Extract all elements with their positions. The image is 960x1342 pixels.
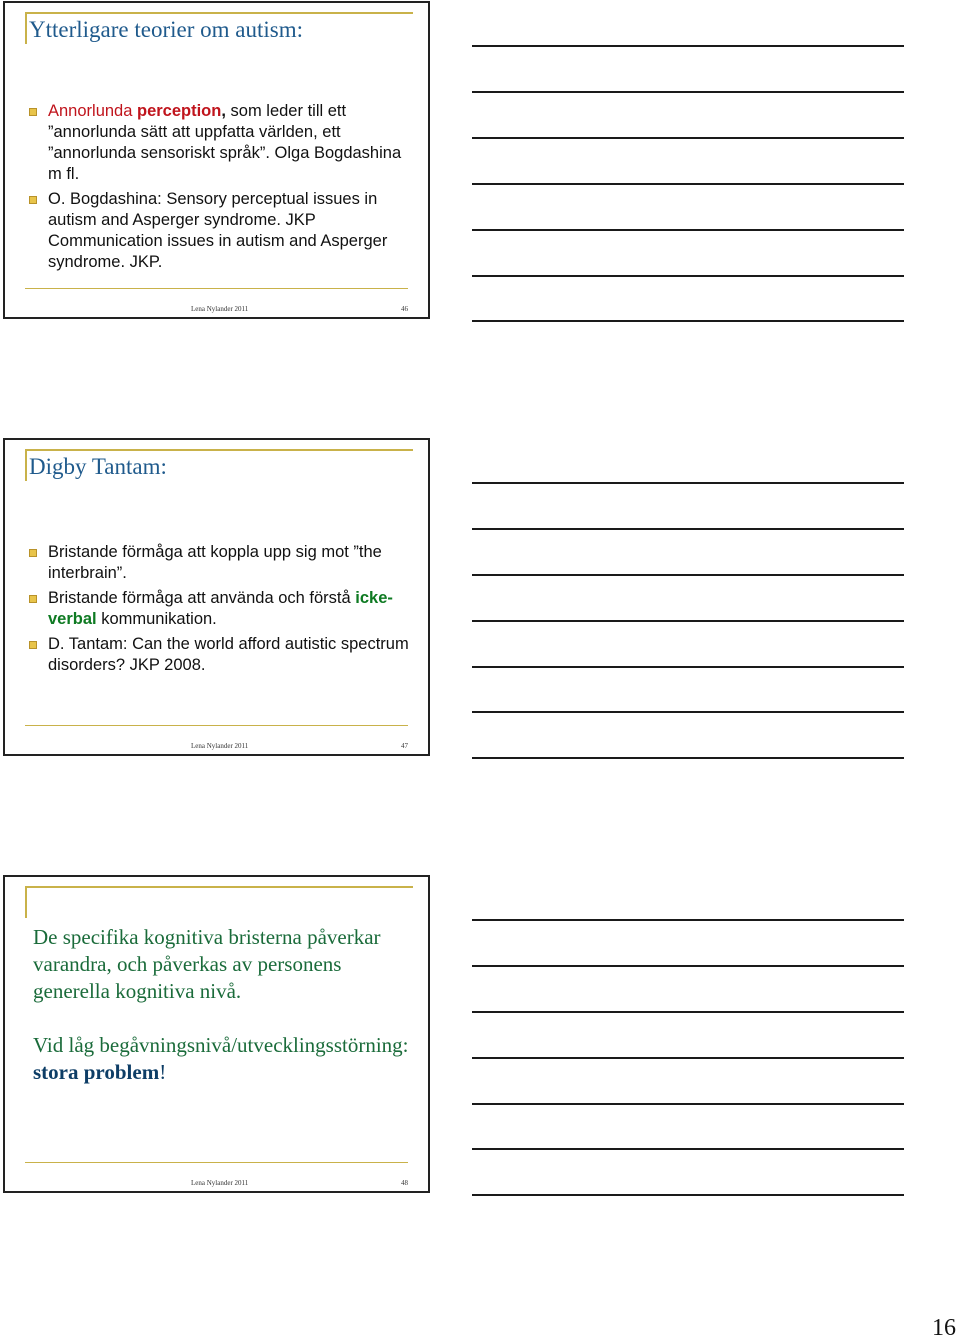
bullet-list [29,542,409,680]
note-line [472,137,904,139]
bullet-item: Annorlunda perception, som leder till ett ”annorlunda sätt att uppfatta världen, ett ”annorlunda sensoriskt språk”. Olga Bogdashina m fl. [29,101,409,185]
note-line [472,711,904,713]
note-line [472,275,904,277]
note-line [472,1148,904,1150]
footer-author: Lena Nylander 2011 [191,305,249,313]
bullet-square-icon [29,595,37,603]
slide-number: 48 [401,1179,408,1187]
slide-46 [3,1,430,319]
footer-author: Lena Nylander 2011 [191,1179,249,1187]
bullet-item: D. Tantam: Can the world afford autistic spectrum disorders? JKP 2008. [29,634,409,676]
bullet-item: Bristande förmåga att koppla upp sig mot ”the interbrain”. [29,542,409,584]
emphasis-perception: perception [137,102,222,120]
slide-47 [3,438,430,756]
note-line [472,320,904,322]
note-line [472,91,904,93]
note-line [472,229,904,231]
page-number: 16 [932,1315,956,1341]
bullet-square-icon [29,108,37,116]
slide-corner-decoration [25,886,413,918]
note-line [472,1194,904,1196]
note-line [472,482,904,484]
bullet-square-icon [29,641,37,649]
note-line [472,574,904,576]
bullet-square-icon [29,196,37,204]
footer-line [25,725,408,726]
note-line [472,965,904,967]
footer-author: Lena Nylander 2011 [191,742,249,750]
slide-title: Ytterligare teorier om autism: [29,17,303,42]
note-line [472,666,904,668]
slide-title: Digby Tantam: [29,454,167,479]
note-line [472,620,904,622]
emphasis-stora-problem: stora problem [33,1060,160,1084]
note-line [472,1057,904,1059]
bullet-item: Bristande förmåga att använda och förstå icke-verbal kommunikation. [29,588,409,630]
note-line [472,45,904,47]
bullet-item: O. Bogdashina: Sensory perceptual issues in autism and Asperger syndrome. JKP Communication issues in autism and Asperger syndrome. JKP. [29,189,409,273]
note-line [472,528,904,530]
footer-line [25,288,408,289]
note-line [472,919,904,921]
note-line [472,757,904,759]
slide-number: 46 [401,305,408,313]
note-line [472,183,904,185]
body-paragraph: De specifika kognitiva bristerna påverkar varandra, och påverkas av personens generella kognitiva nivå. [33,925,381,1003]
note-line [472,1103,904,1105]
bullet-list [29,101,409,277]
note-line [472,1011,904,1013]
emphasis-icke-verbal: icke-verbal [48,589,393,628]
bullet-square-icon [29,549,37,557]
body-paragraph: Vid låg begåvningsnivå/utvecklingsstörning: stora problem! [33,1033,409,1084]
slide-48-body [33,924,413,1086]
footer-line [25,1162,408,1163]
slide-number: 47 [401,742,408,750]
